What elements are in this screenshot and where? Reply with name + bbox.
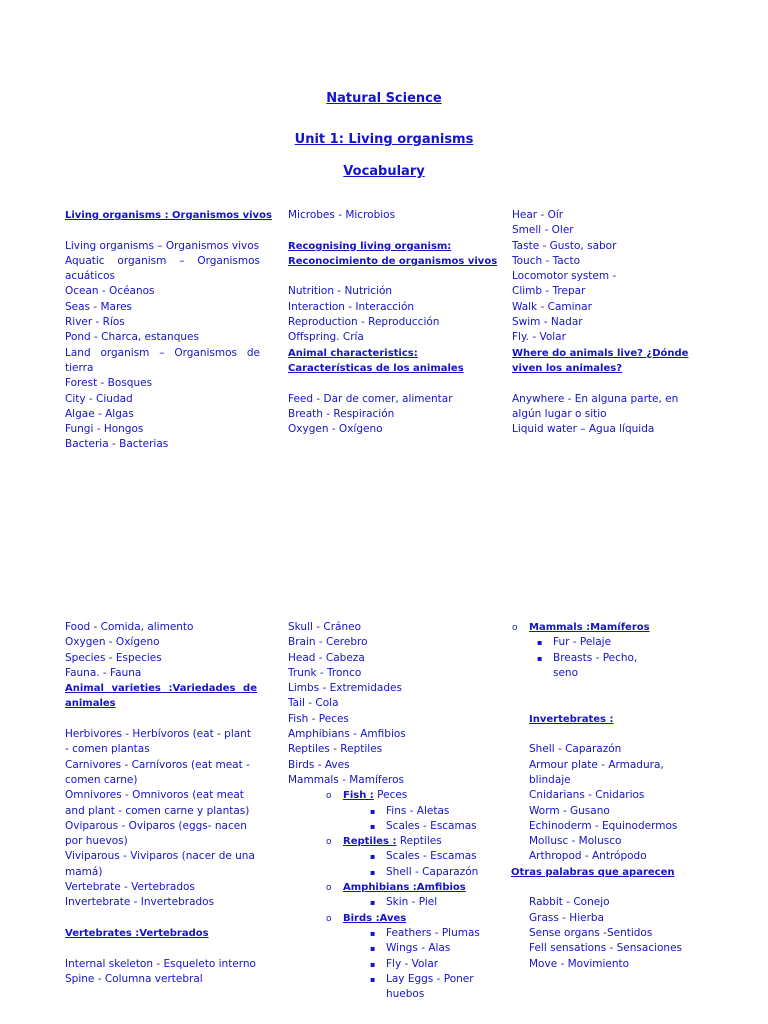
list-item: Spine - Columna vertebral <box>65 972 203 985</box>
vocabulary-title: Vocabulary <box>343 164 425 179</box>
list-item: Internal skeleton - Esqueleto interno <box>65 957 256 970</box>
fish-label: Fish : <box>343 790 374 802</box>
section-heading: viven los animales? <box>512 362 623 374</box>
list-item: Armour plate - Armadura, blindaje <box>529 758 664 786</box>
list-item: Echinoderm - Equinodermos <box>529 819 678 832</box>
list-item: Oxygen - Oxígeno <box>65 636 160 649</box>
birds-label: Birds :Aves <box>343 912 407 924</box>
list-item: Mammals - Mamíferos <box>288 773 405 786</box>
list-item: Birds - Aves <box>288 758 350 771</box>
fish-text: Peces <box>373 789 408 802</box>
section-heading: Características de los animales <box>288 362 464 374</box>
list-item: Tail - Cola <box>288 697 339 710</box>
list-item: Interaction - Interacción <box>288 300 415 313</box>
list-item: Viviparous - Viviparos (nacer de una mamá) <box>65 850 255 878</box>
column-3 <box>512 208 704 437</box>
list-item: Microbes - Microbios <box>288 209 396 221</box>
list-item: Sense organs -Sentidos <box>529 926 653 939</box>
list-item <box>472 651 663 682</box>
list-item: Climb - Trepar <box>512 285 586 298</box>
list-item-text: Breasts - Pecho, seno <box>553 651 638 679</box>
sublist-heading <box>288 911 498 926</box>
list-item: Move - Movimiento <box>529 957 630 970</box>
list-item: Vertebrate - Vertebrados <box>65 881 195 894</box>
list-item: Hear - Oír <box>512 209 564 221</box>
list-item: Touch - Tacto <box>512 254 581 267</box>
list-item: Rabbit - Conejo <box>529 896 610 909</box>
list-item: Fell sensations - Sensaciones <box>529 942 683 955</box>
list-item: Breath - Respiración <box>288 407 395 420</box>
list-item: ▪ Wings - Alas <box>288 941 498 956</box>
list-item: ▪ Lay Eggs - Poner huebos <box>288 972 486 1003</box>
list-item: Reproduction - Reproducción <box>288 316 440 329</box>
list-item: Bacteria - Bacterias <box>65 438 169 451</box>
unit-title: Unit 1: Living organisms <box>294 132 474 147</box>
list-item: Living organisms – Organismos vivos <box>65 239 260 252</box>
list-item: River - Ríos <box>65 316 125 329</box>
list-item: Forest - Bosques <box>65 377 153 390</box>
list-item: Land organism – Organismos de tierra <box>65 346 260 374</box>
list-item: ▪ Scales - Escamas <box>288 849 498 864</box>
section-heading: Where do animals live? ¿Dónde <box>512 347 689 359</box>
list-item: Anywhere - En alguna parte, en algún lugar o sitio <box>512 392 679 420</box>
list-item: ▪ Scales - Escamas <box>288 819 498 834</box>
list-item: Amphibians - Amfibios <box>288 728 406 741</box>
section-heading: Reconocimiento de organismos vivos <box>288 255 498 267</box>
sublist-heading <box>288 788 498 803</box>
amphibians-label: Amphibians :Amfibios <box>343 882 466 894</box>
list-item: Skull - Cráneo <box>288 621 361 633</box>
section-heading: Animal varieties :Variedades de animales <box>65 683 257 710</box>
section-heading: Vertebrates :Vertebrados <box>65 927 209 939</box>
list-item: City - Ciudad <box>65 392 133 405</box>
list-item: Cnidarians - Cnidarios <box>529 789 645 802</box>
list-item: Reptiles - Reptiles <box>288 743 383 756</box>
list-item: Taste - Gusto, sabor <box>512 239 617 252</box>
section-heading: Otras palabras que aparecen <box>511 866 675 878</box>
section-heading: Living organisms : Organismos vivos <box>65 210 272 221</box>
mammals-label: Mammals :Mamíferos <box>529 622 650 633</box>
bullet-icon: ▪ <box>537 653 543 663</box>
section-heading: Recognising living organism: <box>288 240 452 252</box>
list-item: Aquatic organism – Organismos acuáticos <box>65 254 260 283</box>
list-item: Nutrition - Nutrición <box>288 285 393 298</box>
list-item: Fish - Peces <box>288 712 349 725</box>
list-item: Arthropod - Antrópodo <box>529 850 647 863</box>
list-item: Oviparous - Oviparos (eggs- nacen por huevos) <box>65 819 247 848</box>
list-item-text: Fur - Pelaje <box>553 636 612 649</box>
list-item: Feed - Dar de comer, alimentar <box>288 392 453 405</box>
list-item: Offspring. Cría <box>288 331 364 344</box>
sublist-heading <box>288 834 498 849</box>
sublist-heading <box>288 880 498 895</box>
page-title: Natural Science <box>326 91 442 106</box>
column-5 <box>288 620 498 1002</box>
list-item: ▪ Shell - Caparazón <box>288 865 498 880</box>
list-item: Limbs - Extremidades <box>288 682 402 695</box>
list-item: Algae - Algas <box>65 407 134 420</box>
list-item: ▪ Feathers - Plumas <box>288 926 498 941</box>
list-item: Herbivores - Herbívoros (eat - plant - comen plantas <box>65 728 251 756</box>
list-item: ▪ Fins - Aletas <box>288 804 498 819</box>
bullet-icon: o <box>512 623 518 633</box>
list-item: ▪ Skin - Piel <box>288 895 498 910</box>
list-item: Omnivores - Omnivoros (eat meat and plant - comen carne y plantas) <box>65 789 250 817</box>
list-item: Brain - Cerebro <box>288 636 368 649</box>
list-item: Fauna. - Fauna <box>65 666 142 679</box>
list-item: Species - Especies <box>65 651 162 664</box>
list-item: Grass - Hierba <box>529 911 604 924</box>
section-heading: Invertebrates : <box>529 713 614 725</box>
list-item: Liquid water – Agua líquida <box>512 423 655 436</box>
list-item: Pond - Charca, estanques <box>65 331 199 344</box>
sublist-heading <box>472 620 719 635</box>
list-item: Carnivores - Carnívoros (eat meat - comen carne) <box>65 758 250 786</box>
section-heading: Animal characteristics: <box>288 347 418 359</box>
reptiles-text: Reptiles <box>396 835 442 848</box>
list-item: Locomotor system - <box>512 270 617 283</box>
list-item <box>472 635 719 650</box>
list-item: Fungi - Hongos <box>65 423 144 436</box>
list-item: Walk - Caminar <box>512 300 592 313</box>
list-item: Smell - Oler <box>512 224 574 237</box>
list-item: Swim - Nadar <box>512 316 583 329</box>
list-item: Food - Comida, alimento <box>65 621 194 633</box>
list-item: Invertebrate - Invertebrados <box>65 896 215 909</box>
column-2 <box>288 208 498 437</box>
list-item: Oxygen - Oxígeno <box>288 423 383 436</box>
list-item: Shell - Caparazón <box>529 743 622 756</box>
list-item: ▪ Fly - Volar <box>288 957 498 972</box>
list-item: Ocean - Océanos <box>65 285 155 298</box>
column-6 <box>511 620 719 972</box>
column-1 <box>65 208 272 453</box>
list-item: Mollusc - Molusco <box>529 835 622 848</box>
list-item: Seas - Mares <box>65 300 133 313</box>
list-item: Trunk - Tronco <box>288 666 362 679</box>
list-item: Worm - Gusano <box>529 804 610 817</box>
list-item: Fly. - Volar <box>512 331 566 344</box>
column-4 <box>65 620 257 987</box>
reptiles-label: Reptiles : <box>343 836 397 848</box>
list-item: Head - Cabeza <box>288 651 365 664</box>
bullet-icon: ▪ <box>537 638 543 648</box>
